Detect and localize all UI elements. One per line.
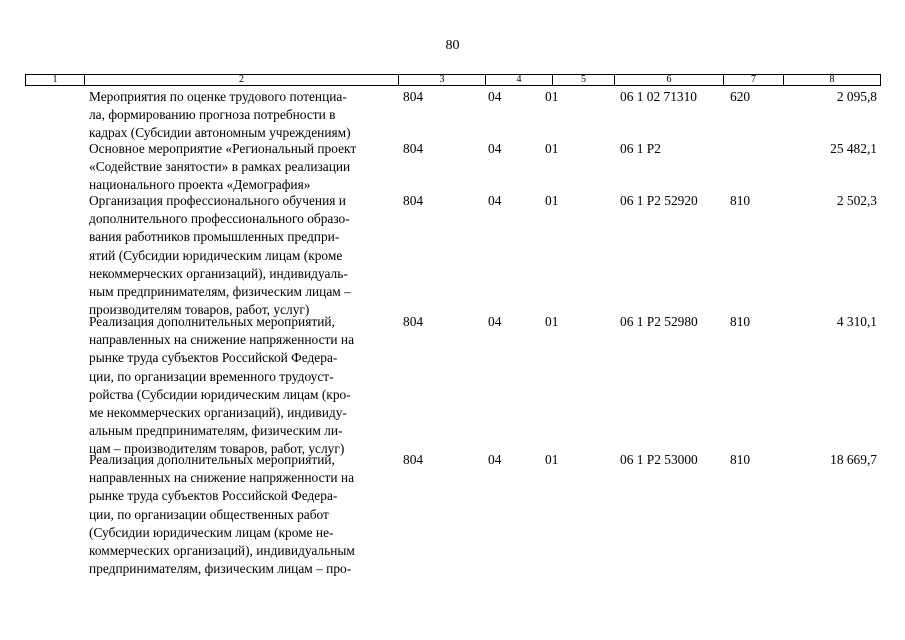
row-expense-type: 810	[730, 314, 751, 329]
header-col-1: 1	[52, 74, 58, 85]
row-ministry-code: 804	[403, 193, 424, 208]
page-number: 80	[445, 38, 460, 53]
row-expense-type: 810	[730, 452, 751, 467]
row-section-code: 04	[488, 314, 502, 329]
row-section-code: 04	[488, 89, 502, 104]
header-col-2: 2	[239, 74, 244, 85]
table-header	[25, 74, 881, 86]
row-section-code: 04	[488, 193, 502, 208]
row-target-article: 06 1 P2 52980	[620, 314, 698, 329]
row-description: Основное мероприятие «Региональный проект «Содействие занятости» в рамках реализации национального проекта «Демография»	[89, 141, 357, 193]
row-subsection-code: 01	[545, 452, 559, 467]
row-amount: 25 482,1	[830, 141, 877, 156]
row-ministry-code: 804	[403, 141, 424, 156]
row-subsection-code: 01	[545, 89, 559, 104]
row-subsection-code: 01	[545, 193, 559, 208]
row-description: Организация профессионального обучения и дополнительного профессионального образо- вания работников промышленных предпри- ятий (Субсидии юридическим лицам (кроме некоммерческих организаций), индивидуаль- ным предпринимателям, физическим лицам – производителям товаров, работ, услуг)	[89, 193, 351, 318]
row-expense-type: 620	[730, 89, 751, 104]
row-ministry-code: 804	[403, 314, 424, 329]
row-ministry-code: 804	[403, 89, 424, 104]
header-col-7: 7	[751, 74, 756, 85]
row-target-article: 06 1 P2	[620, 141, 661, 156]
row-section-code: 04	[488, 452, 502, 467]
row-section-code: 04	[488, 141, 502, 156]
row-description: Мероприятия по оценке трудового потенциа- ла, формированию прогноза потребности в кадрах (Субсидии автономным учреждениям)	[89, 89, 351, 141]
row-target-article: 06 1 P2 53000	[620, 452, 698, 467]
header-col-4: 4	[516, 74, 522, 85]
row-expense-type: 810	[730, 193, 751, 208]
row-ministry-code: 804	[403, 452, 424, 467]
row-subsection-code: 01	[545, 314, 559, 329]
header-col-3: 3	[439, 74, 445, 85]
header-col-8: 8	[829, 74, 835, 85]
row-amount: 2 095,8	[836, 89, 877, 104]
row-description: Реализация дополнительных мероприятий, направленных на снижение напряженности на рынке труда субъектов Российской Федера- ции, по организации общественных работ (Субсидии юридическим лицам (кроме не- коммерческих организаций), индивидуальным предпринимателям, физическим лицам – про-	[89, 452, 355, 577]
row-amount: 2 502,3	[836, 193, 877, 208]
row-target-article: 06 1 02 71310	[620, 89, 697, 104]
row-subsection-code: 01	[545, 141, 559, 156]
header-col-5: 5	[581, 74, 586, 85]
header-col-6: 6	[666, 74, 672, 85]
row-amount: 18 669,7	[830, 452, 877, 467]
row-target-article: 06 1 P2 52920	[620, 193, 698, 208]
row-description: Реализация дополнительных мероприятий, направленных на снижение напряженности на рынке труда субъектов Российской Федера- ции, по организации временного трудоуст- ройства (Субсидии юридическим лицам (кро- ме некоммерческих организаций), индивиду- альным предпринимателям, физическим ли- цам – производителям товаров, работ, услуг)	[89, 314, 355, 457]
row-amount: 4 310,1	[836, 314, 877, 329]
